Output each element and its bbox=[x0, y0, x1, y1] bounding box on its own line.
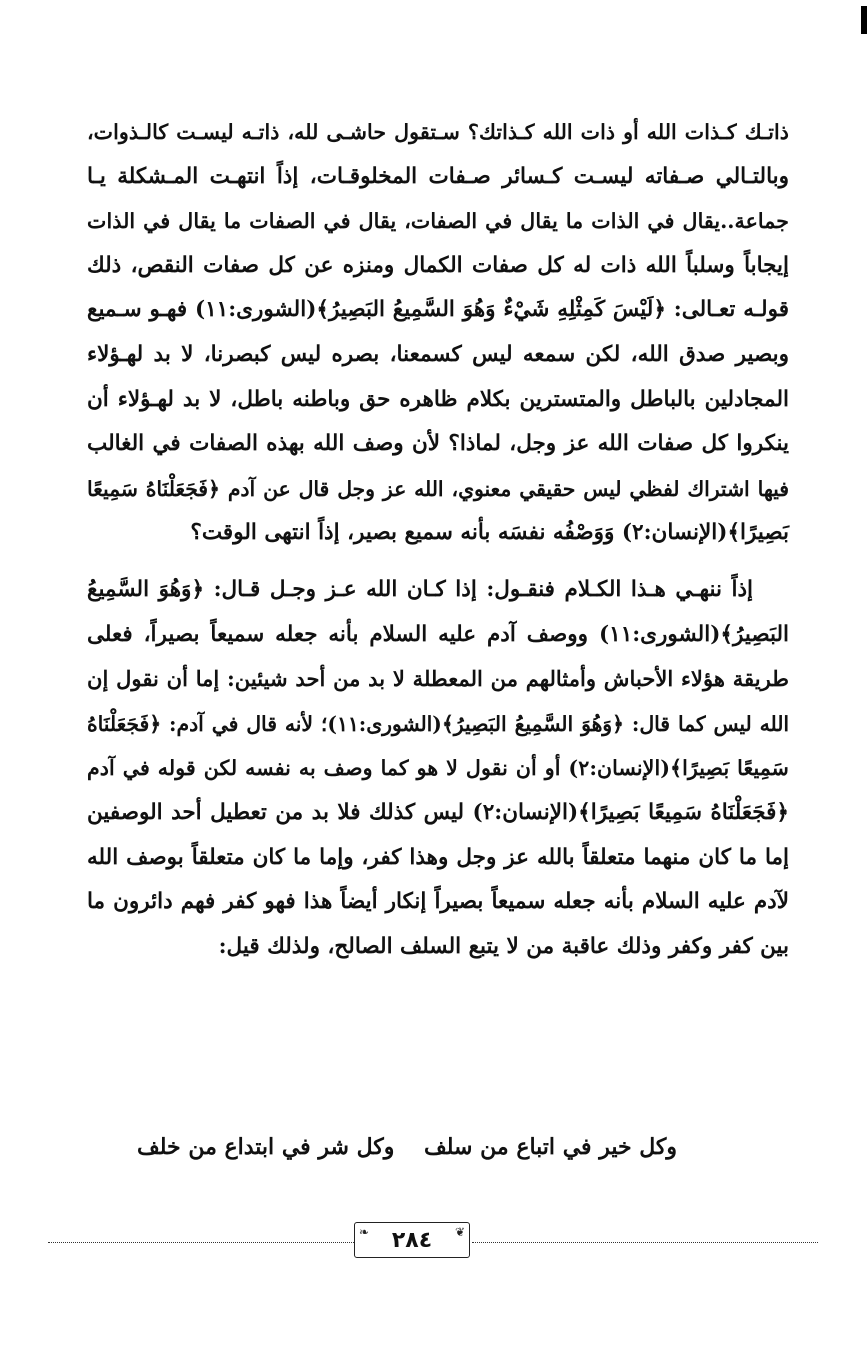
paragraph-1 bbox=[87, 110, 789, 556]
text-line: إما ما كان منهما متعلقاً بالله عز وجل وهذا كفر، وإما ما كان متعلقاً بوصف الله bbox=[87, 844, 789, 870]
text-line: المجادلين بالباطل والمتسترين بكلام ظاهره حق وباطنه باطل، لا بد لهـؤلاء أن bbox=[87, 386, 789, 412]
text-line: إذاً ننهـي هـذا الكـلام فنقـول: إذا كـان الله عـز وجـل قـال: ﴿وَهُوَ السَّمِيعُ bbox=[87, 576, 753, 602]
footer-dotted-rule bbox=[472, 1242, 818, 1243]
paragraph-2 bbox=[87, 568, 789, 969]
page-number: ٢٨٤ bbox=[391, 1227, 433, 1253]
page-edge-mark bbox=[861, 6, 867, 34]
text-line: لآدم عليه السلام بأنه جعله سميعاً بصيراً إنكار أيضاً هذا فهو كفر فهم دائرون ما bbox=[87, 889, 789, 915]
text-line: بَصِيرًا﴾(الإنسان:٢) وَوَصْفُه نفسَه بأنه سميع بصير، إذاً انتهى الوقت؟ bbox=[190, 520, 789, 546]
text-line: وبصير صدق الله، لكن سمعه ليس كسمعنا، بصره ليس كبصرنا، لا بد لهـؤلاء bbox=[87, 341, 789, 367]
ornament-icon: ❧ bbox=[359, 1225, 370, 1239]
text-line: فيها اشتراك لفظي ليس حقيقي معنوي، الله عز وجل قال عن آدم ﴿فَجَعَلْنَاهُ سَمِيعًا bbox=[87, 476, 789, 501]
text-line: سَمِيعًا بَصِيرًا﴾(الإنسان:٢) أو أن نقول لا هو كما وصف به نفسه لكن قوله في آدم bbox=[87, 756, 789, 781]
text-line: وبالتـالي صـفاته ليسـت كـسائر صـفات المخلوقـات، إذاً انتهـت المـشكلة يـا bbox=[87, 163, 789, 189]
text-line: إيجاباً وسلباً الله ذات له كل صفات الكمال ومنزه عن كل صفات النقص، ذلك bbox=[87, 252, 789, 278]
poetry-verse bbox=[137, 1134, 677, 1160]
ornament-icon: ❦ bbox=[454, 1225, 465, 1239]
text-line: جماعة..يقال في الذات ما يقال في الصفات، يقال في الصفات ما يقال في الذات bbox=[87, 209, 789, 234]
text-line: ذاتـك كـذات الله أو ذات الله كـذاتك؟ سـتقول حاشـى لله، ذاتـه ليسـت كالـذوات، bbox=[87, 120, 789, 144]
verse-second-hemistich: وكل شر في ابتداع من خلف bbox=[137, 1134, 395, 1160]
page-number-frame bbox=[354, 1222, 470, 1258]
footer-dotted-rule bbox=[48, 1242, 354, 1243]
body-text bbox=[87, 110, 789, 969]
page-footer bbox=[48, 1222, 818, 1262]
verse-first-hemistich: وكل خير في اتباع من سلف bbox=[423, 1134, 677, 1160]
text-line: البَصِيرُ﴾(الشورى:١١) ووصف آدم عليه السلام بأنه جعله سميعاً بصيراً، فعلى bbox=[87, 621, 789, 647]
text-line: طريقة هؤلاء الأحباش وأمثالهم من المعطلة لا بد من أحد شيئين: إما أن نقول إن bbox=[87, 666, 789, 692]
text-line: ﴿فَجَعَلْنَاهُ سَمِيعًا بَصِيرًا﴾(الإنسان:٢) ليس كذلك فلا بد من تعطيل أحد الوصفين bbox=[87, 799, 789, 825]
text-line: قولـه تعـالى: ﴿لَيْسَ كَمِثْلِهِ شَيْءٌ وَهُوَ السَّمِيعُ البَصِيرُ﴾(الشورى:١١) فهـو سـميع bbox=[87, 297, 789, 323]
text-line: الله ليس كما قال: ﴿وَهُوَ السَّمِيعُ البَصِيرُ﴾(الشورى:١١)؛ لأنه قال في آدم: ﴿فَجَعَلْنَاهُ bbox=[87, 711, 790, 736]
text-line: بين كفر وكفر وذلك عاقبة من لا يتبع السلف الصالح، ولذلك قيل: bbox=[218, 933, 789, 959]
text-line: ينكروا كل صفات الله عز وجل، لماذا؟ لأن وصف الله بهذه الصفات في الغالب bbox=[87, 431, 789, 457]
